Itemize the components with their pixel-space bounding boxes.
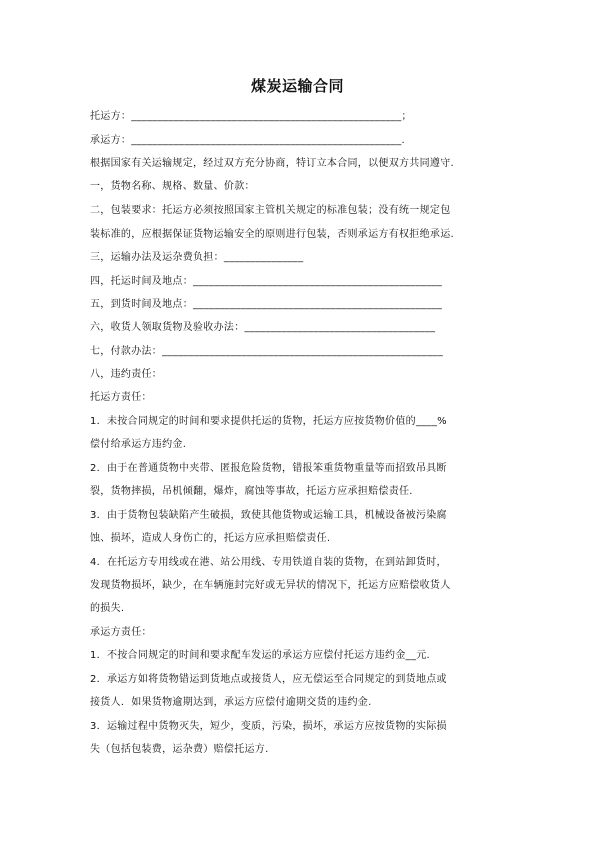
carrier-liability-1: 1．不按合同规定的时间和要求配车发运的承运方应偿付托运方违约金__元. — [90, 650, 431, 661]
shipper-liability-4-line-2: 发现货物损坏，缺少，在车辆施封完好或无异状的情况下，托运方应赔偿收货人 — [90, 580, 451, 591]
clause-6: 六，收货人领取货物及验收办法：____________________________________ — [90, 322, 436, 333]
shipper-liability-2-line-1: 2．由于在普通货物中夹带、匿报危险货物，错报笨重货物重量等而招致吊具断 — [90, 463, 447, 474]
contract-title: 煤炭运输合同 — [250, 77, 344, 95]
carrier-liability-3-line-1: 3．运输过程中货物灭失，短少，变质，污染，损坏，承运方应按货物的实际损 — [90, 721, 447, 732]
carrier-liability-3-line-2: 失（包括包装费，运杂费）赔偿托运方. — [90, 744, 269, 755]
shipper-liability-1-line-2: 偿付给承运方违约金. — [90, 439, 187, 450]
shipper-liability-2-line-2: 裂，货物摔损，吊机倾翻，爆炸，腐蚀等事故，托运方应承担赔偿责任. — [90, 486, 413, 497]
clause-5: 五，到货时间及地点：_______________________________________________ — [90, 299, 443, 310]
shipper-line: 托运方：___________________________________________________； — [90, 111, 412, 122]
shipper-liability-4-line-1: 4．在托运方专用线或在港、站公用线、专用铁道自装的货物，在到站卸货时， — [90, 557, 447, 568]
preamble: 根据国家有关运输规定，经过双方充分协商，特订立本合同，以便双方共同遵守. — [90, 158, 454, 169]
clause-8: 八，违约责任： — [90, 369, 163, 380]
carrier-liability-2-line-2: 接货人．如果货物逾期达到，承运方应偿付逾期交货的违约金. — [90, 697, 372, 708]
carrier-liability-heading: 承运方责任： — [90, 627, 152, 638]
clause-3: 三，运输办法及运杂费负担：_______________ — [90, 252, 304, 263]
clause-1: 一，货物名称、规格、数量、价款： — [90, 181, 255, 192]
clause-2-line-1: 二，包装要求：托运方必须按照国家主管机关规定的标准包装；没有统一规定包 — [90, 205, 451, 216]
shipper-liability-1-line-1: 1．未按合同规定的时间和要求提供托运的货物，托运方应按货物价值的____% — [90, 416, 447, 427]
clause-7: 七，付款办法：_____________________________________________________ — [90, 346, 443, 357]
clause-4: 四，托运时间及地点：_______________________________________________ — [90, 276, 443, 287]
shipper-liability-4-line-3: 的损失. — [90, 603, 125, 614]
shipper-liability-3-line-2: 蚀、损坏，造成人身伤亡的，托运方应承担赔偿责任. — [90, 533, 331, 544]
carrier-liability-2-line-1: 2．承运方如将货物错运到货地点或接货人，应无偿运至合同规定的到货地点或 — [90, 674, 447, 685]
clause-2-line-2: 装标准的，应根据保证货物运输安全的原则进行包装，否则承运方有权拒绝承运. — [90, 229, 454, 240]
shipper-liability-3-line-1: 3．由于货物包装缺陷产生破损，致使其他货物或运输工具，机械设备被污染腐 — [90, 510, 447, 521]
carrier-line: 承运方：___________________________________________________. — [90, 135, 405, 146]
shipper-liability-heading: 托运方责任： — [90, 392, 152, 403]
